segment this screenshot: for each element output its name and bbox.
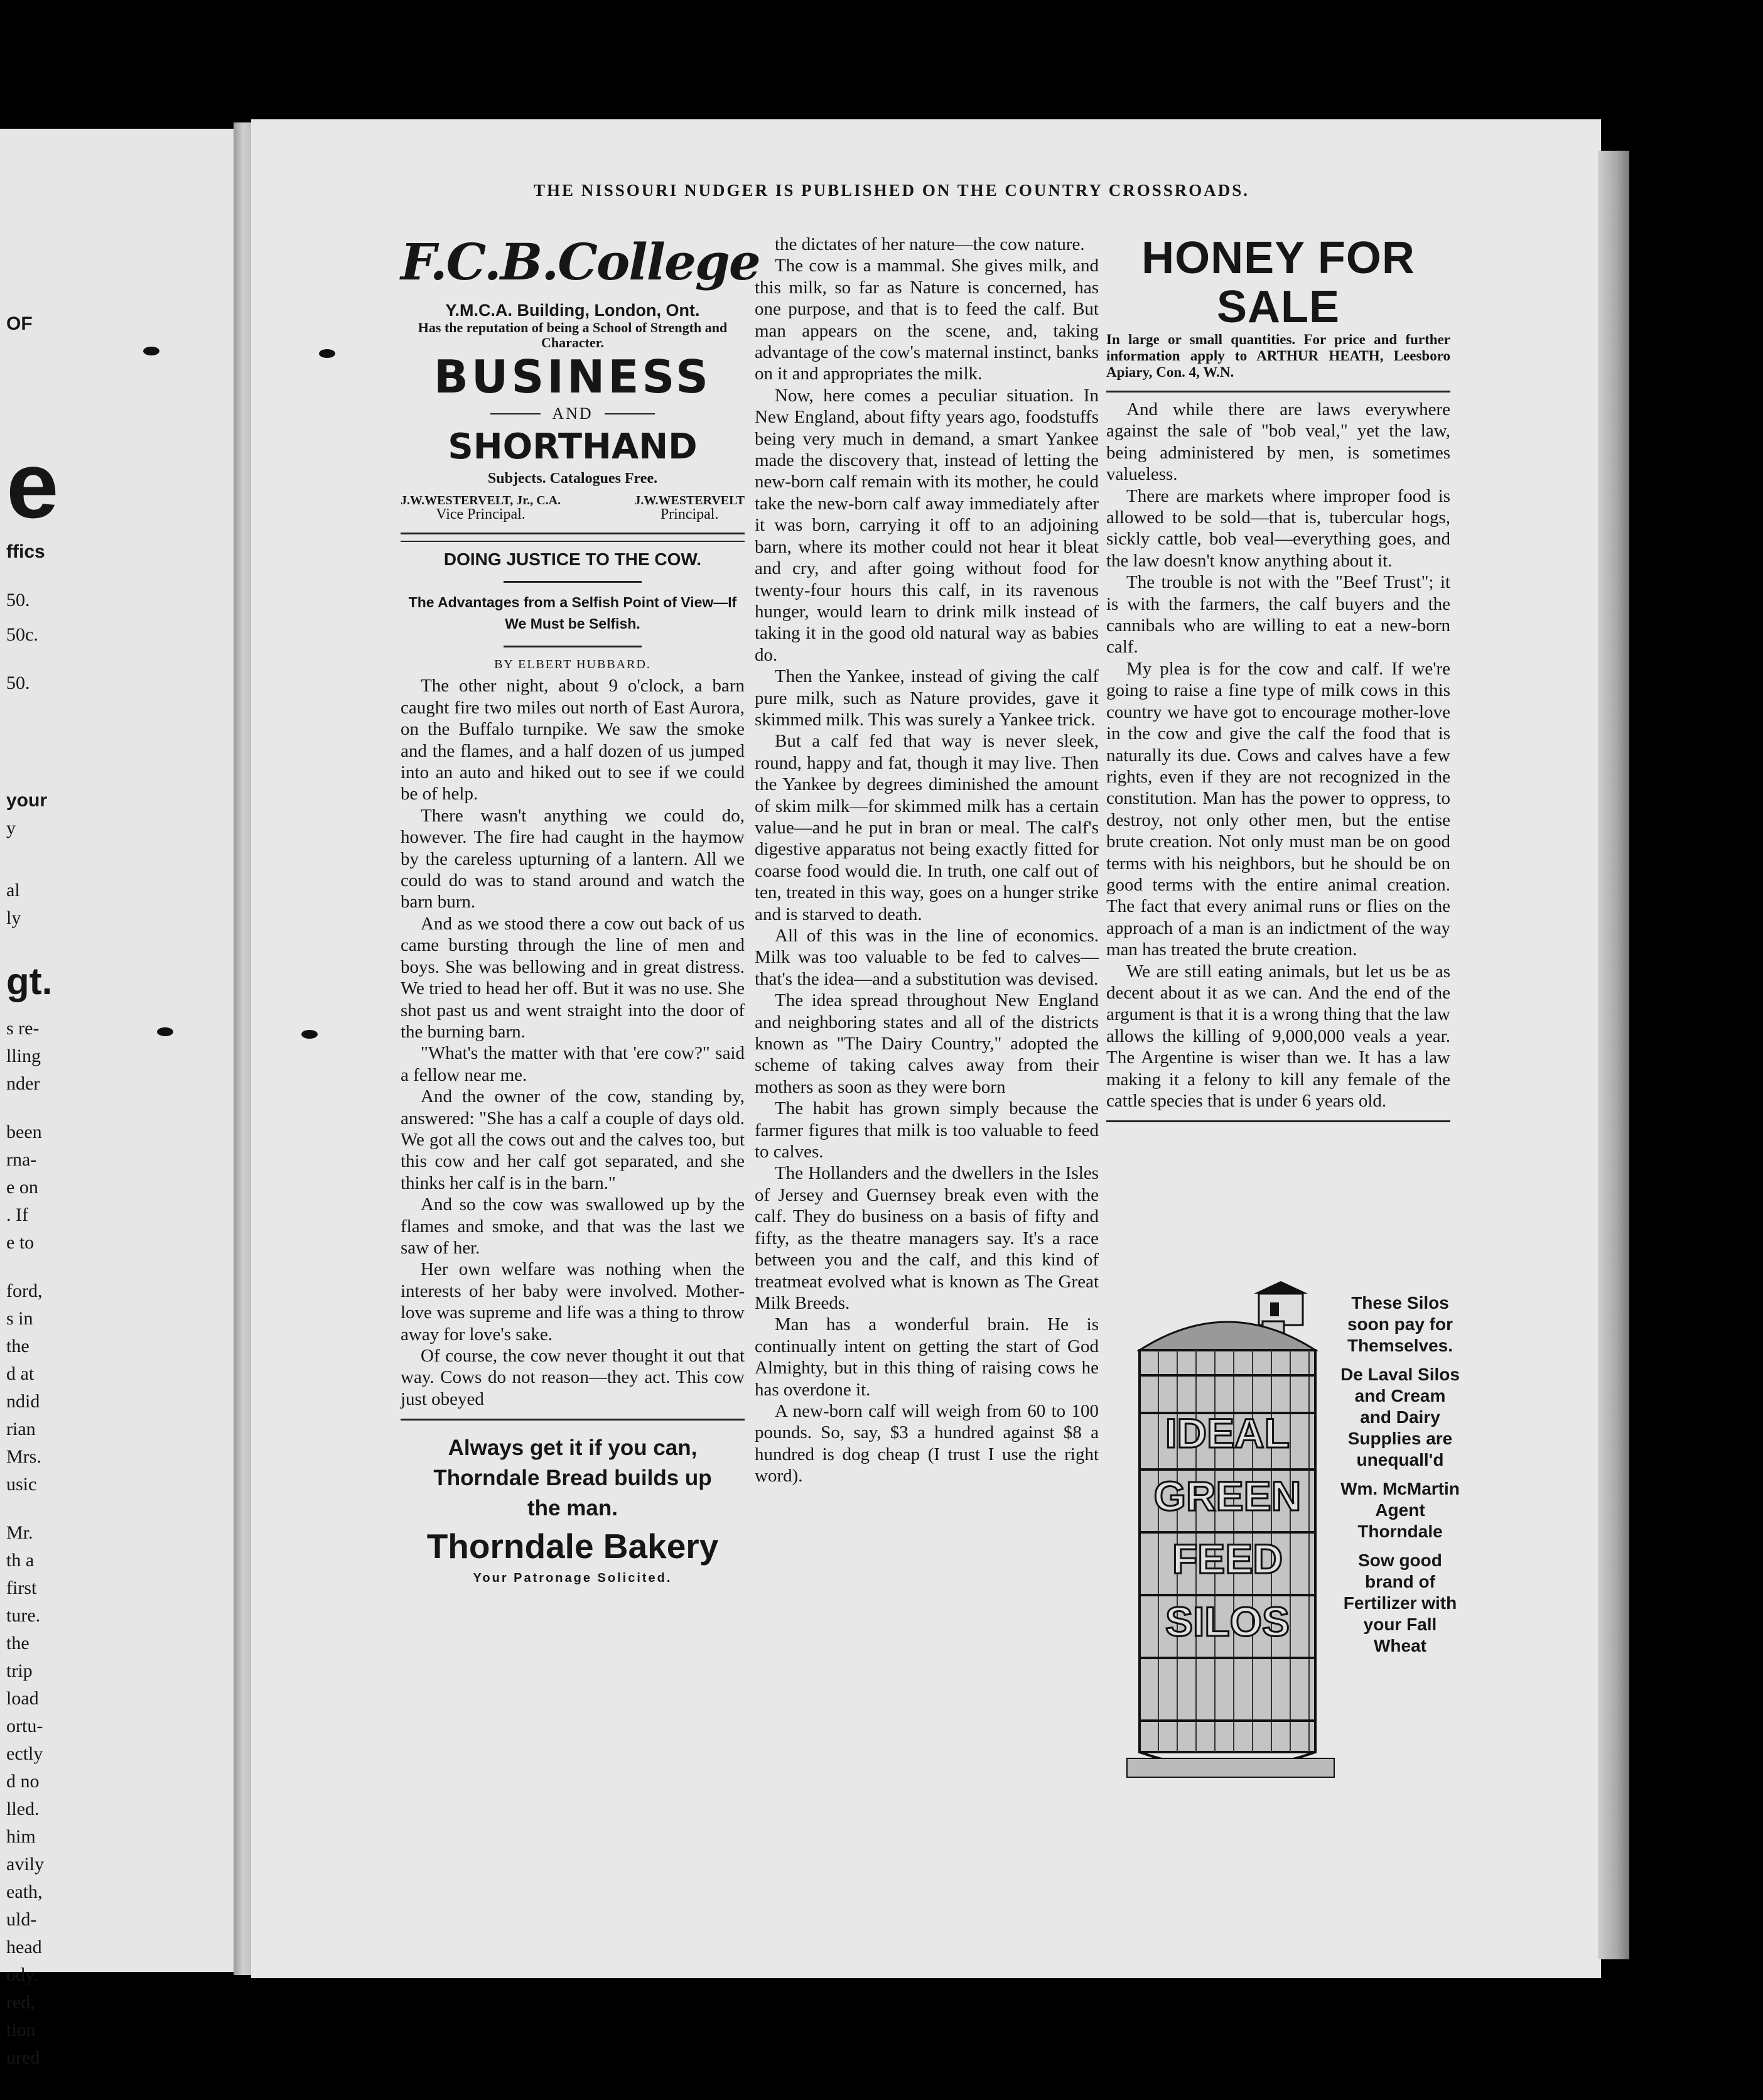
binding-hole bbox=[301, 1030, 318, 1039]
left-page-fragment: Mr. bbox=[6, 1522, 33, 1543]
left-page-fragment: y bbox=[6, 818, 16, 838]
vice-principal-role: Vice Principal. bbox=[436, 506, 526, 523]
article-paragraph: The trouble is not with the "Beef Trust"; it is with the farmers, the calf buyers and the cannibals who are willing to eat a new-born calf. bbox=[1106, 572, 1450, 658]
article-paragraph: And the owner of the cow, standing by, answered: "She has a calf a couple of days old. We got all the cows out and the calves too, but this cow and her calf got separated, and she thinks her calf is in the barn." bbox=[401, 1086, 745, 1193]
left-page-fragment: eath, bbox=[6, 1881, 43, 1902]
silo-ad-side-text bbox=[1340, 1292, 1460, 1664]
college-building: Y.M.C.A. Building, London, Ont. bbox=[445, 301, 700, 320]
left-page-fragment: Mrs. bbox=[6, 1446, 41, 1467]
article-paragraph: A new-born calf will weigh from 60 to 100 pounds. So, say, $3 a hundred against $8 a hundred is dog cheap (I trust I use the right word). bbox=[755, 1400, 1099, 1486]
left-page-fragment: rna- bbox=[6, 1149, 37, 1170]
article-paragraph: "What's the matter with that 'ere cow?" said a fellow near me. bbox=[401, 1043, 745, 1085]
left-page-fragment: 50c. bbox=[6, 624, 38, 645]
article-byline: BY ELBERT HUBBARD. bbox=[494, 658, 651, 672]
left-page-fragment: red, bbox=[6, 1992, 35, 2013]
college-logo: F.C.B.College bbox=[401, 232, 760, 291]
left-page bbox=[0, 129, 234, 2068]
left-page-fragment: the bbox=[6, 1336, 30, 1356]
bakery-line2: Thorndale Bread builds up bbox=[433, 1466, 712, 1491]
article-paragraph: Of course, the cow never thought it out that way. Cows do not reason—they act. This cow just obeyed bbox=[401, 1346, 745, 1409]
honey-ad-body: In large or small quantities. For price and further information apply to ARTHUR HEATH, Leesboro Apiary, Con. 4, W.N. bbox=[1106, 332, 1450, 380]
article-paragraph: Man has a wonderful brain. He is continually intent on getting the start of God Almighty, but in this thing of raising cows he has overdone it. bbox=[755, 1314, 1099, 1400]
binding-hole bbox=[143, 347, 159, 355]
article-paragraph: All of this was in the line of economics. Milk was too valuable to be fed to calves—that's the idea—and a substitution was devised. bbox=[755, 926, 1099, 989]
silo-side-line: Wm. McMartin Agent Thorndale bbox=[1340, 1479, 1460, 1541]
silo-side-line: These Silos soon pay for Themselves. bbox=[1347, 1293, 1453, 1355]
left-page-fragment: nder bbox=[6, 1073, 40, 1094]
left-page-fragment: e on bbox=[6, 1177, 38, 1198]
article-paragraph: And as we stood there a cow out back of us came bursting through the line of men and boys. She was bellowing and in great distress. We tried to head her off. But it was no use. She shot past us and went straight into the door of the burning barn. bbox=[401, 913, 745, 1042]
silo-word: SILOS bbox=[1165, 1598, 1290, 1645]
shorthand-title: SHORTHAND bbox=[448, 426, 698, 468]
article-paragraph: And while there are laws everywhere against the sale of "bob veal," yet the law, being administered by men, is sometimes valueless. bbox=[1106, 399, 1450, 485]
bakery-line1: Always get it if you can, bbox=[448, 1436, 698, 1461]
left-page-fragment: ford, bbox=[6, 1280, 43, 1301]
left-page-fragment: rian bbox=[6, 1419, 36, 1439]
page-header: THE NISSOURI NUDGER IS PUBLISHED ON THE COUNTRY CROSSROADS. bbox=[534, 181, 1250, 200]
left-page-fragment: load bbox=[6, 1688, 39, 1709]
business-title: BUSINESS bbox=[434, 350, 711, 403]
left-page-fragment: tion bbox=[6, 2020, 36, 2040]
article-paragraph: The idea spread throughout New England and neighboring states and all of the districts known as "The Dairy Country," adopted the scheme of taking calves away from their mothers as soon as they were born bbox=[755, 990, 1099, 1097]
article-headline: DOING JUSTICE TO THE COW. bbox=[443, 549, 702, 570]
left-page-fragment: ffics bbox=[6, 541, 45, 562]
left-page-fragment: s re- bbox=[6, 1018, 40, 1039]
left-page-fragment: ortu- bbox=[6, 1716, 43, 1736]
article-paragraph: The habit has grown simply because the farmer figures that milk is too valuable to feed to calves. bbox=[755, 1098, 1099, 1162]
left-page-fragment: ly bbox=[6, 907, 21, 928]
article-paragraph: The cow is a mammal. She gives milk, and this milk, so far as Nature is concerned, has one purpose, and that is to feed the calf. But man appears on the scene, and, taking advantage of the cow's maternal instinct, banks on it and appropriates the milk. bbox=[755, 256, 1099, 384]
left-page-fragment: lled. bbox=[6, 1799, 40, 1819]
silo-illustration bbox=[1114, 1281, 1340, 1802]
silo-side-line: De Laval Silos and Cream and Dairy Supplies are unequall'd bbox=[1340, 1365, 1460, 1469]
honey-ad-title: HONEY FOR SALE bbox=[1141, 233, 1415, 332]
and-divider bbox=[401, 403, 745, 425]
left-page-fragment: first bbox=[6, 1578, 37, 1598]
silo-side-line: Sow good brand of Fertilizer with your Fall Wheat bbox=[1343, 1551, 1457, 1655]
college-subjects: Subjects. Catalogues Free. bbox=[487, 470, 658, 487]
article-paragraph: Then the Yankee, instead of giving the calf pure milk, such as Nature provides, gave it skimmed milk. This was surely a Yankee trick. bbox=[755, 666, 1099, 730]
article-subhead: The Advantages from a Selfish Point of View—If We Must be Selfish. bbox=[408, 594, 737, 632]
left-page-fragment: ndid bbox=[6, 1391, 40, 1412]
bakery-tagline: Your Patronage Solicited. bbox=[473, 1571, 672, 1586]
article-paragraph: the dictates of her nature—the cow nature. bbox=[775, 234, 1085, 254]
left-page-fragment: e to bbox=[6, 1232, 35, 1253]
article-paragraph: Now, here comes a peculiar situation. In New England, about fifty years ago, foodstuffs being very much in demand, a smart Yankee made the discovery that, instead of letting the new-born calf remain with its mother, he could take the new-born calf away immediately after it was born, carrying it off to an adjoining barn, where its mother could not hear it bleat and cry, and after going without food for twenty-four hours this calf, in its ravenous hunger, would learn to drink milk instead of taking it in the good old natural way as babies do. bbox=[755, 385, 1099, 665]
left-page-fragment: uld- bbox=[6, 1909, 37, 1930]
left-page-fragment: the bbox=[6, 1633, 30, 1653]
left-page-fragment: your bbox=[6, 790, 48, 811]
left-page-fragment: him bbox=[6, 1826, 36, 1847]
left-page-fragment: ured bbox=[6, 2047, 40, 2068]
article-paragraph: The Hollanders and the dwellers in the Isles of Jersey and Guernsey break even with the calf. They do business on a basis of fifty and fifty, as the theatre managers say. It's a race between you and the calf, and this kind of treatmeat evolved what is known as The Great Milk Breeds. bbox=[755, 1163, 1099, 1313]
principal-name: J.W.WESTERVELT bbox=[634, 494, 745, 508]
left-page-fragment: gt. bbox=[6, 960, 53, 1002]
column-2 bbox=[755, 234, 1099, 1487]
left-page-fragment: avily bbox=[6, 1854, 44, 1875]
left-page-fragment: ectly bbox=[6, 1743, 43, 1764]
page-edge bbox=[1598, 151, 1629, 1959]
bakery-line3: the man. bbox=[527, 1496, 618, 1521]
article-paragraph: We are still eating animals, but let us be as decent about it as we can. And the end of the argument is that it is a wrong thing that the law allows the killing of 9,000,000 veals a year. The Argentine is wiser than we. It has a law making it a felony to kill any female of the cattle species that is under 6 years old. bbox=[1106, 961, 1450, 1111]
college-principals bbox=[401, 494, 745, 521]
silo-word: GREEN bbox=[1153, 1473, 1302, 1519]
article-paragraph: And so the cow was swallowed up by the flames and smoke, and that was the last we saw of her. bbox=[401, 1194, 745, 1258]
left-page-fragment: 50. bbox=[6, 673, 30, 693]
article-column-3-body bbox=[1106, 399, 1450, 1112]
article-paragraph: Her own welfare was nothing when the interests of her baby were involved. Mother-love was supreme and life was a thing to throw away for love's sake. bbox=[401, 1259, 745, 1345]
article-paragraph: There wasn't anything we could do, however. The fire had caught in the haymow by the careless upturning of a lantern. All we could do was to stand around and watch the barn burn. bbox=[401, 805, 745, 912]
vice-principal-name: J.W.WESTERVELT, Jr., C.A. bbox=[401, 494, 561, 508]
left-page-fragment: trip bbox=[6, 1660, 33, 1681]
left-page-fragment: . If bbox=[6, 1204, 28, 1225]
principal-role: Principal. bbox=[660, 506, 719, 523]
binding-hole bbox=[157, 1027, 173, 1036]
left-page-fragment: e bbox=[6, 432, 59, 538]
left-page-fragment: s in bbox=[6, 1308, 33, 1329]
left-page-fragment: OF bbox=[6, 313, 33, 334]
left-page-fragment: been bbox=[6, 1122, 42, 1142]
binding-hole bbox=[319, 349, 335, 358]
article-column-2-body bbox=[755, 234, 1099, 1487]
bakery-name: Thorndale Bakery bbox=[426, 1527, 719, 1566]
left-page-fragment: ture. bbox=[6, 1605, 41, 1626]
left-page-fragment: head bbox=[6, 1937, 42, 1957]
left-page-fragment: th a bbox=[6, 1550, 35, 1571]
left-page-fragment: lling bbox=[6, 1046, 41, 1066]
college-reputation: Has the reputation of being a School of Strength and Character. bbox=[418, 320, 728, 350]
article-paragraph: There are markets where improper food is allowed to be sold—that is, tubercular hogs, sickly cattle, bob veal—everything goes, and the law doesn't know anything about it. bbox=[1106, 485, 1450, 571]
column-3 bbox=[1106, 234, 1450, 1128]
silo-word: IDEAL bbox=[1165, 1410, 1290, 1456]
silo-word: FEED bbox=[1172, 1535, 1283, 1582]
article-column-1-body bbox=[401, 675, 745, 1410]
and-label: AND bbox=[552, 404, 593, 423]
column-1 bbox=[401, 232, 760, 1588]
page-gutter bbox=[234, 122, 252, 1975]
left-page-fragment: ody. bbox=[6, 1964, 38, 1985]
left-page-fragment: 50. bbox=[6, 590, 30, 610]
left-page-fragment: usic bbox=[6, 1474, 37, 1495]
left-page-fragment: d at bbox=[6, 1363, 35, 1384]
left-page-fragment: d no bbox=[6, 1771, 40, 1792]
article-paragraph: But a calf fed that way is never sleek, round, happy and fat, though it may live. Then the Yankee by degrees diminished the amount of skim milk—for skimmed milk has a certain value—and he put in bran or meal. The calf's digestive apparatus not being exactly fitted for coarse food would die. In truth, one calf out of ten, treated in this way, goes on a hunger strike and is starved to death. bbox=[755, 731, 1099, 924]
article-paragraph: The other night, about 9 o'clock, a barn caught fire two miles out north of East Aurora, on the Buffalo turnpike. We saw the smoke and the flames, and a half dozen of us jumped into an auto and hiked out to see if we could be of help. bbox=[401, 676, 745, 804]
article-paragraph: My plea is for the cow and calf. If we're going to raise a fine type of milk cows in this country we have got to encourage mother-love in the cow and give the calf the food that is naturally its due. Cows and calves have a few rights, even if they are not recognized in the constitution. Man has the power to oppress, to destroy, not only other men, but the entise brute creation. Not only must man be on good terms with his neighbors, but he should be on good terms with the entire animal creation. The fact that every animal runs or flies on the approach of a man is an indictment of the way man has treated the brute creation. bbox=[1106, 658, 1450, 960]
silo-advertisement bbox=[1114, 1281, 1460, 1802]
left-page-fragment: al bbox=[6, 880, 20, 901]
